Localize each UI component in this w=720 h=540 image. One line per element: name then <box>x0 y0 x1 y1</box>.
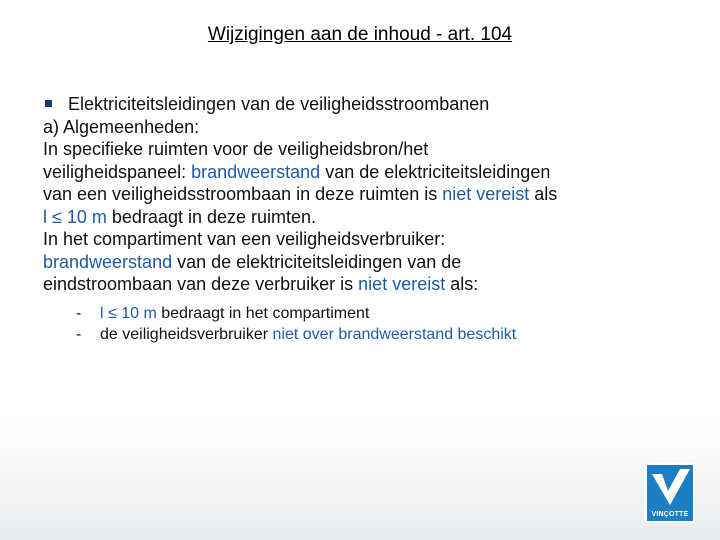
bullet-item <box>43 93 683 116</box>
bullet-text: Elektriciteitsleidingen van de veiligheidsstroombanen <box>68 94 490 114</box>
paragraph-1-line-2 <box>43 161 683 184</box>
text: van de elektriciteitsleidingen <box>320 161 551 182</box>
page-title: Wijzigingen aan de inhoud - art. 104 <box>207 24 513 45</box>
text: van de elektriciteitsleidingen van de <box>172 251 462 272</box>
highlight-text: l ≤ 10 m <box>43 206 107 227</box>
vincotte-logo <box>645 463 695 523</box>
text: als: <box>445 274 479 294</box>
logo-text: VINÇOTTE <box>651 511 689 518</box>
highlight-text: niet vereist <box>442 184 530 204</box>
paragraph-2-line-2 <box>43 251 683 274</box>
highlight-text: l ≤ 10 m <box>100 305 157 322</box>
slide-content <box>43 93 683 296</box>
paragraph-1-line-4 <box>43 206 683 229</box>
text: bedraagt in het compartiment <box>156 305 370 322</box>
text: veiligheidspaneel: <box>43 161 192 182</box>
text: bedraagt in deze ruimten. <box>106 206 317 227</box>
square-bullet-icon <box>45 100 52 107</box>
paragraph-2-line-3 <box>43 273 683 296</box>
sub-list-item <box>76 324 516 345</box>
paragraph-2-line-1: In het compartiment van een veiligheidsverbruiker: <box>43 229 446 249</box>
paragraph-1-line-1: In specifieke ruimten voor de veiligheidsbron/het <box>43 139 429 159</box>
highlight-text: niet vereist <box>358 274 446 294</box>
text: eindstroombaan van deze verbruiker is <box>43 274 359 294</box>
highlight-text: brandweerstand <box>191 161 321 182</box>
text: als <box>529 184 558 204</box>
text: de veiligheidsverbruiker <box>100 326 273 343</box>
highlight-text: brandweerstand <box>43 251 173 272</box>
text: van een veiligheidsstroombaan in deze ruimten is <box>43 184 443 204</box>
sub-list-item <box>76 303 516 324</box>
sub-list <box>76 303 516 345</box>
section-heading: a) Algemeenheden: <box>43 116 200 137</box>
dash-marker: - <box>76 326 82 343</box>
highlight-text: niet over brandweerstand beschikt <box>272 326 517 343</box>
dash-marker: - <box>76 305 82 322</box>
paragraph-1-line-3 <box>43 183 683 206</box>
